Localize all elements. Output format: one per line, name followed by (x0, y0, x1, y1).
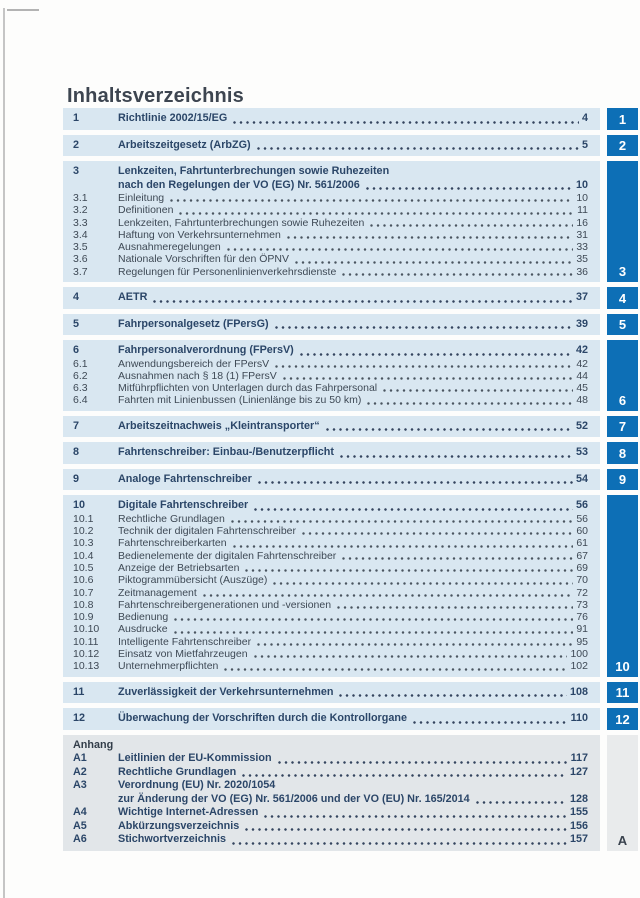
toc-row (73, 739, 588, 753)
dot-leader (339, 694, 567, 697)
toc-row (73, 537, 588, 549)
scan-edge-left (3, 8, 5, 898)
dot-leader (254, 655, 568, 658)
dot-leader (232, 842, 567, 845)
toc-row-page: 44 (576, 369, 588, 382)
dot-leader (174, 631, 574, 634)
toc-row (73, 574, 588, 586)
section-tab-label: 6 (618, 392, 627, 408)
toc-row (73, 358, 588, 370)
toc-section-block (63, 135, 638, 157)
toc-section-band (63, 314, 600, 336)
toc-row-number: 6.1 (73, 357, 88, 370)
toc-row-page: 39 (575, 317, 588, 330)
toc-row-page: 36 (576, 265, 588, 278)
toc-row-page: 37 (575, 291, 588, 304)
dot-leader (370, 224, 573, 227)
toc-row-page: 60 (576, 525, 588, 538)
toc-row-page: 110 (570, 712, 588, 725)
section-tab (607, 442, 638, 464)
toc-row-title: Lenkzeiten, Fahrtunterbrechungen sowie Ruhezeiten (118, 216, 365, 229)
toc-row-number: 2 (73, 138, 80, 151)
toc-row-title: Stichwortverzeichnis (118, 833, 227, 846)
toc-row (73, 499, 588, 513)
toc-section-band (63, 442, 600, 464)
toc-row-page: 67 (576, 549, 588, 562)
toc-row-number: 6.2 (73, 369, 88, 382)
toc-row-title: Wichtige Internet-Adressen (118, 806, 259, 819)
toc-row-number: 7 (73, 419, 80, 432)
toc-row-title: Einleitung (118, 192, 165, 204)
toc-row-number: A2 (73, 765, 87, 778)
toc-sections (63, 108, 638, 851)
toc-row (73, 217, 588, 229)
dot-leader (287, 236, 573, 239)
toc-section-block (63, 442, 638, 464)
toc-row-number: 3.2 (73, 204, 88, 217)
toc-section-block (63, 469, 638, 491)
toc-row-number: 10.1 (73, 512, 94, 525)
toc-row-title: Verordnung (EU) Nr. 2020/1054 (118, 779, 276, 792)
toc-row-number: 10.10 (73, 623, 100, 636)
dot-leader (476, 801, 567, 804)
toc-row-title: Richtlinie 2002/15/EG (118, 112, 228, 124)
toc-row-page: 127 (569, 765, 588, 778)
section-tab-label: A (617, 832, 628, 848)
section-tab (607, 682, 638, 704)
toc-row-page: 42 (575, 344, 588, 357)
dot-leader (224, 668, 567, 671)
dot-leader (242, 774, 567, 777)
toc-row (73, 473, 588, 487)
toc-row-page: 91 (576, 623, 588, 636)
toc-row-page: 70 (576, 574, 588, 587)
toc-row (73, 318, 588, 332)
toc-row (73, 779, 588, 793)
toc-section-block (63, 735, 638, 851)
toc-row (73, 525, 588, 537)
toc-row-number: A4 (73, 806, 87, 819)
dot-leader (231, 520, 573, 523)
toc-row (73, 766, 588, 780)
toc-section-band (63, 735, 600, 851)
toc-section-block (63, 708, 638, 730)
toc-row-page: 76 (576, 611, 588, 624)
dot-leader (203, 594, 574, 597)
dot-leader (245, 828, 567, 831)
toc-section-block (63, 340, 638, 411)
toc-row (73, 370, 588, 382)
toc-section-band (63, 108, 600, 130)
toc-row-number: 3.6 (73, 253, 88, 266)
section-tab (607, 495, 638, 676)
toc-section-band (63, 682, 600, 704)
dot-leader (275, 365, 573, 368)
toc-row-page: 128 (569, 792, 588, 805)
toc-row-page: 16 (576, 216, 588, 229)
toc-row-number: 6.4 (73, 394, 88, 407)
toc-row-page: 10 (576, 192, 588, 204)
toc-row-title: nach den Regelungen der VO (EG) Nr. 561/2006 (118, 178, 360, 191)
toc-row-page: 5 (581, 138, 588, 151)
toc-row-title: Anwendungsbereich der FPersV (118, 357, 270, 370)
section-tab (607, 314, 638, 336)
toc-row-title: Bedienung (118, 611, 169, 624)
toc-row-title: Bedienelemente der digitalen Fahrtenschreiber (118, 549, 337, 562)
toc-row-title: Digitale Fahrtenschreiber (118, 499, 249, 512)
toc-row-number: A1 (73, 752, 87, 765)
toc-row-page: 157 (569, 833, 588, 846)
section-tab-label: 11 (615, 685, 630, 701)
toc-row-title: Fahrtenschreiber: Einbau-/Benutzerpflicht (118, 446, 334, 459)
toc-row (73, 344, 588, 358)
toc-row-number: A6 (73, 833, 87, 846)
dot-leader (245, 569, 573, 572)
dot-leader (153, 300, 573, 303)
toc-row-number: 10.8 (73, 598, 94, 611)
toc-row-page: 73 (576, 598, 588, 611)
toc-row-page: 56 (576, 512, 588, 525)
toc-row (73, 611, 588, 623)
dot-leader (342, 273, 573, 276)
toc-row-number: 4 (73, 291, 80, 304)
toc-row (73, 382, 588, 394)
dot-leader (342, 557, 573, 560)
toc-row-title: zur Änderung der VO (EG) Nr. 561/2006 und der VO (EU) Nr. 165/2014 (118, 792, 470, 805)
toc-row (73, 599, 588, 611)
toc-row (73, 587, 588, 599)
toc-row (73, 820, 588, 834)
toc-section-band (63, 287, 600, 309)
dot-leader (367, 402, 573, 405)
toc-row-number: 3.5 (73, 241, 88, 254)
section-tab-label: 1 (618, 111, 627, 127)
toc-row-page: 33 (576, 241, 588, 254)
section-tab-label: 10 (615, 658, 630, 674)
toc-row-page: 48 (576, 394, 588, 407)
toc-row-page: 102 (570, 660, 588, 673)
toc-row-number: 10.2 (73, 525, 94, 538)
toc-row-title: Leitlinien der EU-Kommission (118, 752, 272, 765)
toc-row (73, 686, 588, 700)
toc-row-number: 1 (73, 112, 80, 124)
toc-section-block (63, 416, 638, 438)
toc-section-block (63, 682, 638, 704)
toc-row-page: 52 (575, 419, 588, 432)
toc-row (73, 636, 588, 648)
toc-row (73, 752, 588, 766)
toc-row-page: 69 (576, 561, 588, 574)
toc-row-title: Arbeitszeitnachweis „Kleintransporter“ (118, 419, 320, 432)
toc-row-page: 56 (575, 499, 588, 512)
toc-row-title: Regelungen für Personenlinienverkehrsdienste (118, 265, 337, 278)
toc-row-page: 108 (569, 685, 588, 698)
toc-row-page: 117 (570, 752, 588, 765)
dot-leader (227, 248, 574, 251)
section-tab-label: 5 (618, 317, 627, 333)
section-tab (607, 108, 638, 130)
toc-row-number: Anhang (73, 738, 114, 751)
section-tab-label: 2 (618, 138, 627, 153)
section-tab-label: 9 (618, 472, 627, 488)
toc-section-band (63, 340, 600, 411)
toc-row-title: Ausnahmen nach § 18 (1) FPersV (118, 369, 277, 382)
toc-row (73, 179, 588, 193)
toc-row-title: Ausdrucke (118, 623, 168, 636)
toc-row-number: 10.7 (73, 586, 94, 599)
toc-row-number: 8 (73, 446, 80, 459)
toc-row-page: 155 (569, 806, 588, 819)
toc-row-title: Zuverlässigkeit der Verkehrsunternehmen (118, 685, 334, 698)
toc-row (73, 833, 588, 847)
toc-row-number: A5 (73, 819, 87, 832)
section-tab-label: 4 (618, 290, 627, 306)
toc-row-page: 100 (570, 648, 588, 661)
section-tab-label: 12 (615, 711, 630, 727)
toc-row-page: 4 (581, 112, 588, 124)
toc-row-title: AETR (118, 291, 148, 304)
toc-row-title: Fahrpersonalgesetz (FPersG) (118, 317, 269, 330)
toc-row-page: 10 (575, 178, 588, 191)
toc-row (73, 806, 588, 820)
toc-row (73, 139, 588, 153)
dot-leader (295, 261, 573, 264)
toc-section-block (63, 495, 638, 676)
toc-row-page: 53 (575, 446, 588, 459)
toc-row-number: 10.5 (73, 561, 94, 574)
toc-row-number: A3 (73, 779, 87, 792)
toc-row-number: 10 (73, 499, 86, 512)
toc-row (73, 660, 588, 672)
toc-row (73, 550, 588, 562)
toc-row-page: 45 (576, 382, 588, 395)
toc-row-title: Anzeige der Betriebsarten (118, 561, 240, 574)
dot-leader (258, 481, 573, 484)
toc-row-title: Analoge Fahrtenschreiber (118, 472, 252, 485)
toc-row-page: 54 (575, 472, 588, 485)
dot-leader (273, 582, 573, 585)
toc-row (73, 192, 588, 204)
toc-row-title: Definitionen (118, 204, 174, 217)
toc-row-page: 35 (576, 253, 588, 266)
toc-row-number: 10.12 (73, 648, 100, 661)
section-tab (607, 135, 638, 157)
dot-leader (257, 147, 579, 150)
dot-leader (264, 815, 567, 818)
dot-leader (170, 199, 573, 202)
toc-section-band (63, 135, 600, 157)
toc-row (73, 204, 588, 216)
toc-row (73, 165, 588, 179)
toc-section-band (63, 416, 600, 438)
dot-leader (300, 353, 573, 356)
toc-row (73, 253, 588, 265)
toc-row-title: Ausnahmeregelungen (118, 241, 221, 254)
section-tab (607, 161, 638, 282)
dot-leader (366, 187, 573, 190)
toc-row-title: Arbeitszeitgesetz (ArbZG) (118, 138, 251, 151)
toc-row (73, 241, 588, 253)
toc-row-page: 11 (577, 204, 588, 217)
toc-row-number: 10.9 (73, 611, 94, 624)
toc-row-number: 3.1 (73, 192, 88, 204)
toc-row-title: Zeitmanagement (118, 586, 197, 599)
toc-row (73, 394, 588, 406)
toc-row-title: Rechtliche Grundlagen (118, 512, 225, 525)
section-tab (607, 340, 638, 411)
toc-section-block (63, 108, 638, 130)
toc-row-number: 6 (73, 344, 80, 357)
toc-row (73, 291, 588, 305)
toc-section-band (63, 161, 600, 282)
dot-leader (233, 545, 574, 548)
toc-row (73, 712, 588, 726)
toc-row-number: 3.4 (73, 228, 88, 241)
section-tab (607, 416, 638, 438)
toc-row-number: 11 (73, 685, 85, 698)
dot-leader (413, 721, 568, 724)
toc-row-title: Piktogrammübersicht (Auszüge) (118, 574, 268, 587)
toc-section-block (63, 161, 638, 282)
toc-row-page: 61 (576, 537, 588, 550)
toc-row (73, 623, 588, 635)
dot-leader (278, 761, 568, 764)
toc-row-page: 95 (576, 635, 588, 648)
toc-row-title: Überwachung der Vorschriften durch die Kontrollorgane (118, 712, 407, 725)
toc-row (73, 112, 588, 126)
toc-row-page: 156 (569, 819, 588, 832)
toc-section-band (63, 708, 600, 730)
section-tab (607, 735, 638, 851)
section-tab (607, 287, 638, 309)
dot-leader (340, 455, 573, 458)
section-tab (607, 469, 638, 491)
toc-row-title: Lenkzeiten, Fahrtunterbrechungen sowie Ruhezeiten (118, 165, 390, 177)
toc-row-title: Abkürzungsverzeichnis (118, 819, 240, 832)
dot-leader (326, 428, 573, 431)
toc-row (73, 229, 588, 241)
toc-row-number: 6.3 (73, 382, 88, 395)
toc-section-band (63, 495, 600, 676)
toc-row-title: Haftung von Verkehrsunternehmen (118, 228, 281, 241)
toc-row-number: 10.13 (73, 660, 100, 673)
dot-leader (275, 326, 573, 329)
page-title: Inhaltsverzeichnis (67, 85, 244, 107)
toc-row-title: Technik der digitalen Fahrtenschreiber (118, 525, 297, 538)
toc-row-title: Mitführpflichten von Unterlagen durch das Fahrpersonal (118, 382, 378, 395)
toc-row-number: 10.6 (73, 574, 94, 587)
dot-leader (254, 508, 573, 511)
toc-row-number: 3 (73, 165, 80, 177)
toc-row-title: Einsatz von Mietfahrzeugen (118, 648, 248, 661)
toc-row-title: Fahrtenschreibergenerationen und -versionen (118, 598, 332, 611)
toc-row (73, 793, 588, 807)
dot-leader (302, 532, 573, 535)
toc-content (63, 86, 638, 856)
section-tab-label: 3 (618, 264, 627, 280)
toc-row (73, 266, 588, 278)
section-tab-label: 7 (618, 419, 627, 435)
toc-row (73, 648, 588, 660)
toc-row-number: 10.3 (73, 537, 94, 550)
toc-row-title: Unternehmerpflichten (118, 660, 219, 673)
scan-edge-top (7, 9, 39, 11)
toc-row-title: Nationale Vorschriften für den ÖPNV (118, 253, 290, 266)
toc-row (73, 513, 588, 525)
toc-row-title: Rechtliche Grundlagen (118, 765, 237, 778)
section-tab-label: 8 (618, 445, 627, 461)
toc-row-title: Fahrpersonalverordnung (FPersV) (118, 344, 294, 357)
toc-section-block (63, 287, 638, 309)
toc-row-number: 3.7 (73, 265, 88, 278)
toc-row-title: Fahrten mit Linienbussen (Linienlänge bis zu 50 km) (118, 394, 362, 407)
toc-row (73, 446, 588, 460)
toc-row (73, 420, 588, 434)
toc-row-number: 10.4 (73, 549, 94, 562)
toc-section-band (63, 469, 600, 491)
toc-row-number: 12 (73, 712, 86, 725)
dot-leader (337, 606, 573, 609)
toc-row-title: Intelligente Fahrtenschreiber (118, 635, 252, 648)
dot-leader (283, 377, 574, 380)
toc-row (73, 562, 588, 574)
toc-row-page: 31 (576, 228, 588, 241)
dot-leader (179, 212, 574, 215)
toc-row-page: 42 (576, 357, 588, 370)
toc-row-number: 10.11 (73, 635, 99, 648)
dot-leader (174, 618, 573, 621)
dot-leader (383, 389, 573, 392)
toc-row-number: 9 (73, 472, 80, 485)
toc-row-title: Fahrtenschreiberkarten (118, 537, 227, 550)
dot-leader (257, 643, 573, 646)
toc-row-number: 5 (73, 317, 80, 330)
toc-row-number: 3.3 (73, 216, 88, 229)
section-tab (607, 708, 638, 730)
dot-leader (233, 121, 579, 124)
toc-row-page: 72 (576, 586, 588, 599)
toc-section-block (63, 314, 638, 336)
